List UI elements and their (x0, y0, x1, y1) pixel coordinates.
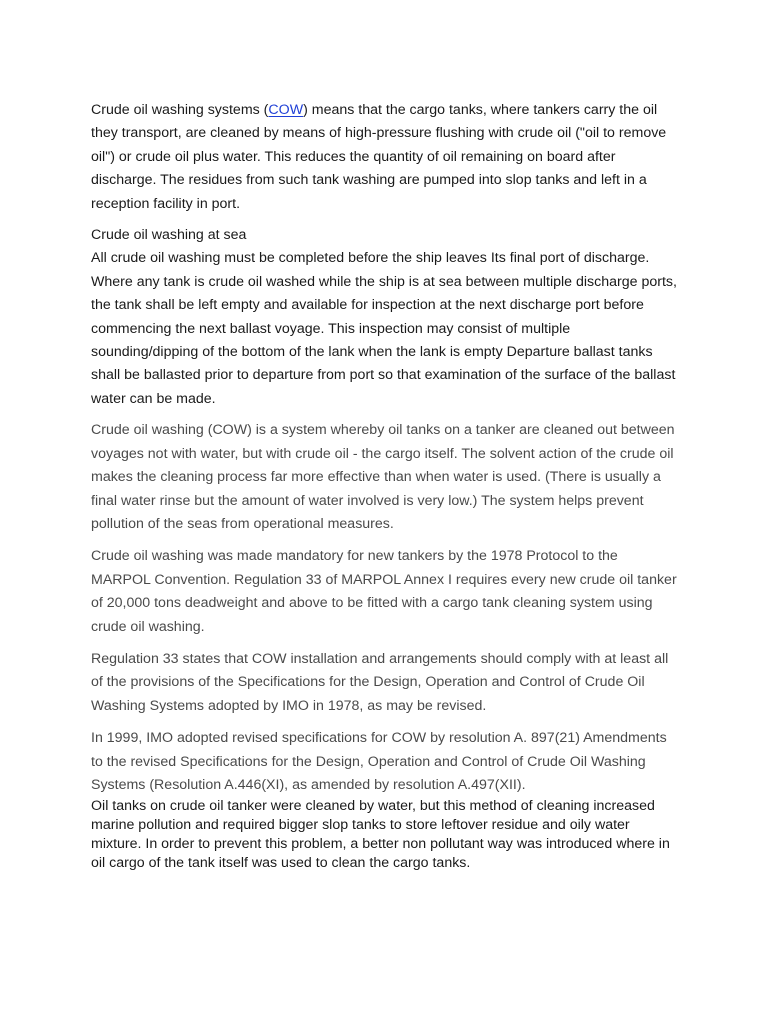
paragraph-text: Crude oil washing systems ( (91, 102, 269, 118)
paragraph-marpol: Crude oil washing was made mandatory for new tankers by the 1978 Protocol to the MARPOL Convention. Regulation 33 of MARPOL Annex I requires every new crude oil tanker of 20,000 tons deadweight and above to be fitted with a cargo tank cleaning system using crude oil washing. (91, 548, 677, 635)
paragraph-washing-at-sea: All crude oil washing must be completed before the ship leaves Its final port of discharge. Where any tank is crude oil washed while the ship is at sea between multiple discharge ports, the tank shall be left empty and available for inspection at the next discharge port before commencing the next ballast voyage. This inspection may consist of multiple sounding/dipping of the bottom of the lank when the lank is empty Departure ballast tanks shall be ballasted prior to departure from port so that examination of the surface of the ballast water can be made. (91, 250, 677, 407)
section-heading: Crude oil washing at sea (91, 227, 247, 244)
paragraph-text: ) means that the cargo tanks, where tankers carry the oil they transport, are cleaned by means of high-pressure flushing with crude oil ("oil to remove oil") or crude oil plus water. This reduces the quantity of oil remaining on board after discharge. The residues from such tank washing are pumped into slop tanks and left in a reception facility in port. (91, 102, 667, 212)
cow-link[interactable]: COW (268, 102, 304, 118)
paragraph-cow-definition (91, 99, 681, 216)
paragraph-regulation-33: Regulation 33 states that COW installation and arrangements should comply with at least all of the provisions of the Specifications for the Design, Operation and Control of Crude Oil Washing Systems adopted by IMO in 1978, as may be revised. (91, 650, 669, 714)
paragraph-imo-1999: In 1999, IMO adopted revised specifications for COW by resolution A. 897(21) Amendments to the revised Specifications for the Design, Operation and Control of Crude Oil Washing Systems (Resolution A.446(XI), as amended by resolution A.497(XII). (91, 730, 667, 793)
paragraph-cow-system: Crude oil washing (COW) is a system whereby oil tanks on a tanker are cleaned out between voyages not with water, but with crude oil - the cargo itself. The solvent action of the crude oil makes the cleaning process far more effective than when water is used. (There is usually a final water rinse but the amount of water involved is very low.) The system helps prevent pollution of the seas from operational measures. (91, 422, 675, 532)
paragraph-oil-tanks: Oil tanks on crude oil tanker were cleaned by water, but this method of cleaning increased marine pollution and required bigger slop tanks to store leftover residue and oily water mixture. In order to prevent this problem, a better non pollutant way was introduced where in oil cargo of the tank itself was used to clean the cargo tanks. (91, 798, 670, 871)
document-page (91, 99, 681, 873)
